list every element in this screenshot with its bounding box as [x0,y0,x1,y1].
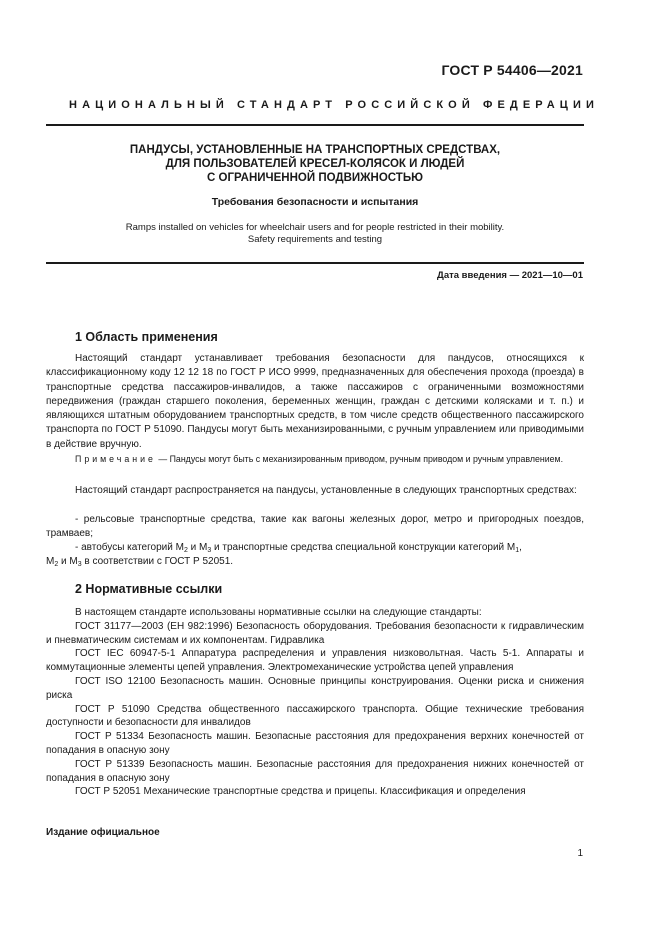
title-line: ДЛЯ ПОЛЬЗОВАТЕЛЕЙ КРЕСЕЛ-КОЛЯСОК И ЛЮДЕЙ [165,158,465,170]
reference-item: ГОСТ 31177—2003 (ЕН 982:1996) Безопасность оборудования. Требования безопасности к гидравлическим и пневматическим системам и их компонентам. Гидравлика [46,620,584,646]
note-label: Примечание [75,454,156,464]
title-line: ПАНДУСЫ, УСТАНОВЛЕННЫЕ НА ТРАНСПОРТНЫХ СРЕДСТВАХ, [129,144,501,156]
reference-item: ГОСТ Р 51334 Безопасность машин. Безопасные расстояния для предохранения верхних конечностей от попадания в опасную зону [46,731,584,756]
reference-item: ГОСТ IEC 60947-5-1 Аппаратура распределения и управления низковольтная. Часть 5-1. Аппараты и коммутационные элементы цепей управления. Электромеханические устройства цепей управления [46,648,584,674]
official-edition-label: Издание официальное [46,827,160,838]
top-divider [46,124,584,126]
reference-item: ГОСТ Р 51090 Средства общественного пассажирского транспорта. Общие технические требования доступности и безопасности для инвалидов [46,703,584,729]
scope-list-item-buses: - автобусы категорий $М_2$ и $М_3$ и транспортные средства специальной конструкции категорий $М_1$, [75,542,522,554]
note-text: — Пандусы могут быть с механизированным приводом, ручным приводом и ручным управлением. [155,454,564,464]
section-heading-normative-references: 2 Нормативные ссылки [75,582,223,596]
scope-paragraph: Настоящий стандарт устанавливает требования безопасности для пандусов, относящихся к классификационному коду 12 12 18 по ГОСТ Р ИСО 9999, предназначенных для обеспечения прохода (проезда) в транспортные средства пассажиров-инвалидов, а также пассажиров с ограниченными возможностями передвижения (граждан старшего поколения, беременных женщин, граждан с детскими колясками и т. п.) и являющихся штатным оборудованием транспортных средств, в том числе средств общественного пассажирского транспорта по ГОСТ Р 51090. Пандусы могут быть механизированными, с ручным управлением или приводимыми в действие вручную. [46,353,584,450]
scope-list-item-buses-cont: $М_2$ и $М_3$ в соответствии с ГОСТ Р 52051. [46,556,234,568]
normative-references-list [46,606,584,799]
section-heading-scope: 1 Область применения [75,330,218,344]
reference-item: ГОСТ Р 52051 Механические транспортные средства и прицепы. Классификация и определения [75,786,526,798]
page-number: 1 [577,848,583,859]
english-title [46,222,584,246]
document-subtitle: Требования безопасности и испытания [211,196,419,208]
document-title [46,143,584,185]
reference-item: ГОСТ Р 51339 Безопасность машин. Безопасные расстояния для предохранения нижних конечностей от попадания в опасную зону [46,758,584,784]
scope-note [46,453,584,466]
reference-item: В настоящем стандарте использованы нормативные ссылки на следующие стандарты: [75,607,482,618]
title-line: С ОГРАНИЧЕННОЙ ПОДВИЖНОСТЬЮ [207,172,423,184]
introduction-date: Дата введения — 2021—10—01 [437,270,583,281]
english-title-line: Safety requirements and testing [247,234,383,245]
document-number: ГОСТ Р 54406—2021 [441,62,583,78]
bottom-divider [46,262,584,264]
english-title-line: Ramps installed on vehicles for wheelchair users and for people restricted in their mobility. [125,222,505,233]
scope-list-item-rail: - рельсовые транспортные средства, такие как вагоны железных дорог, метро и пригородных поездов, трамваев; [46,514,584,540]
scope-applicability: Настоящий стандарт распространяется на пандусы, установленные в следующих транспортных средствах: [75,485,577,496]
reference-item: ГОСТ ISO 12100 Безопасность машин. Основные принципы конструирования. Оценки риска и снижения риска [46,675,584,701]
national-standard-line: НАЦИОНАЛЬНЫЙ СТАНДАРТ РОССИЙСКОЙ ФЕДЕРАЦИИ [69,99,599,111]
